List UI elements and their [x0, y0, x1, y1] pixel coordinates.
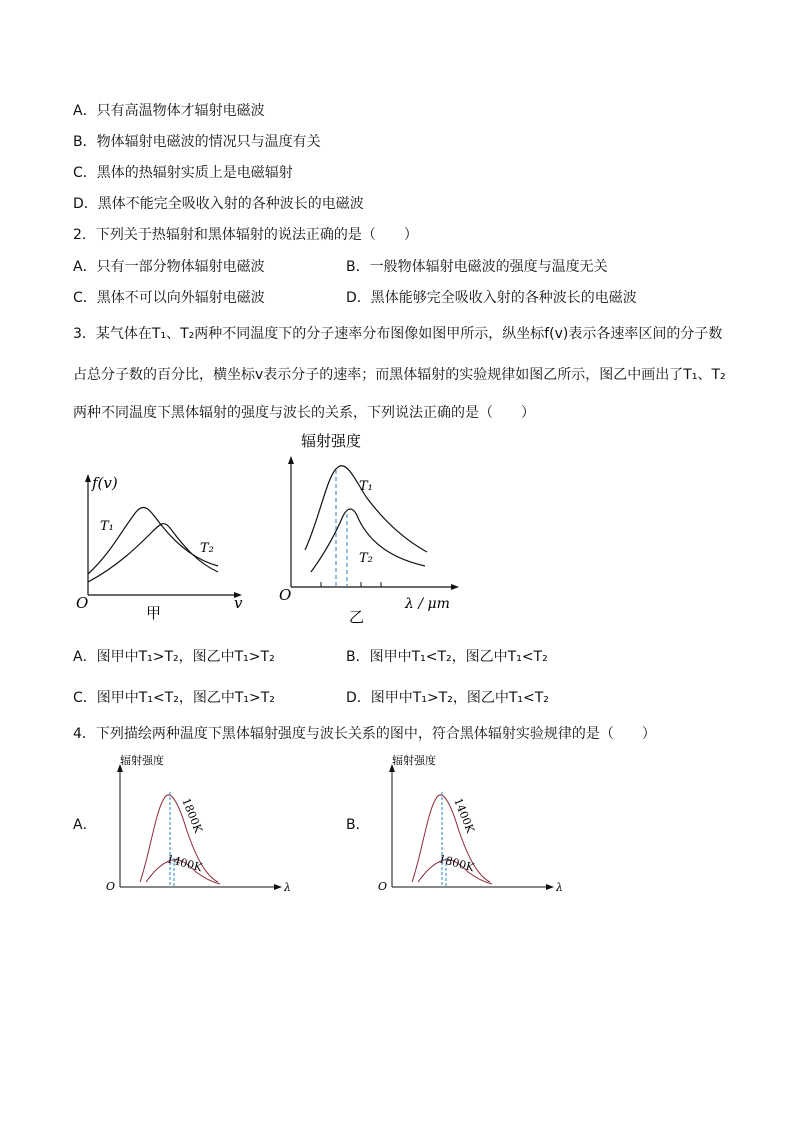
q1-option-d: D．黑体不能完全吸收入射的各种波长的电磁波	[73, 196, 364, 212]
q4-figure-b	[372, 750, 572, 895]
yi-y-label: 辐射强度	[301, 432, 362, 450]
q2-option-a: A．只有一部分物体辐射电磁波	[73, 259, 265, 275]
q4-stem: 4．下列描绘两种温度下黑体辐射强度与波长关系的图中，符合黑体辐射实验规律的是（ ）	[73, 726, 656, 742]
q3-stem-line-1: 3．某气体在T₁、T₂两种不同温度下的分子速率分布图像如图甲所示，纵坐标f(v)表示各速率区间的分子数	[73, 326, 723, 342]
q2-option-d: D．黑体能够完全吸收入射的各种波长的电磁波	[346, 290, 637, 306]
fig-b-1400k-label: 1400K	[451, 796, 477, 835]
figure-yi	[275, 432, 475, 626]
jia-x-label: v	[234, 594, 243, 612]
fig-b-x-label: λ	[556, 881, 563, 894]
q2-option-c: C．黑体不可以向外辐射电磁波	[73, 290, 265, 306]
jia-y-label: f(v)	[92, 474, 118, 492]
figure-jia	[70, 470, 250, 620]
jia-t2-label: T₂	[200, 541, 214, 556]
q4-figure-a	[100, 750, 300, 895]
fig-b-curve-1400k	[412, 795, 490, 882]
jia-t1-label: T₁	[100, 519, 114, 534]
fig-b-x-arrow	[546, 884, 554, 890]
yi-caption: 乙	[349, 608, 365, 626]
yi-x-label: λ / μm	[405, 596, 450, 612]
q4-option-a-label: A．	[73, 817, 97, 833]
fig-b-y-label: 辐射强度	[392, 754, 436, 767]
q3-stem-line-3: 两种不同温度下黑体辐射的强度与波长的关系，下列说法正确的是（ ）	[73, 405, 535, 421]
q3-option-b: B．图甲中T₁<T₂，图乙中T₁<T₂	[346, 649, 548, 665]
yi-t2-label: T₂	[359, 551, 373, 566]
q3-option-a: A．图甲中T₁>T₂，图乙中T₁>T₂	[73, 649, 275, 665]
q2-option-b: B．一般物体辐射电磁波的强度与温度无关	[346, 259, 608, 275]
yi-y-arrow	[288, 456, 294, 464]
q3-option-d: D．图甲中T₁>T₂，图乙中T₁<T₂	[346, 690, 549, 706]
q4-option-b-label: B．	[346, 817, 370, 833]
jia-origin: O	[76, 594, 89, 612]
yi-origin: O	[279, 586, 292, 604]
jia-y-arrow	[85, 474, 91, 482]
fig-a-x-arrow	[274, 884, 282, 890]
jia-caption: 甲	[146, 604, 162, 622]
fig-a-1400k-label: 1400K	[165, 852, 204, 875]
yi-t1-label: T₁	[359, 479, 373, 494]
jia-curve-t1	[88, 507, 218, 574]
fig-a-y-label: 辐射强度	[120, 754, 164, 767]
q1-option-a: A．只有高温物体才辐射电磁波	[73, 103, 265, 119]
q1-option-c: C．黑体的热辐射实质上是电磁辐射	[73, 165, 293, 181]
fig-a-curve-1800k	[140, 795, 218, 882]
fig-a-x-label: λ	[284, 881, 291, 894]
fig-a-origin: O	[106, 880, 116, 893]
fig-a-1800k-label: 1800K	[179, 796, 205, 835]
q3-stem-line-2: 占总分子数的百分比，横坐标v表示分子的速率；而黑体辐射的实验规律如图乙所示，图乙中画出了T₁、T₂	[73, 367, 726, 383]
fig-b-1800k-label: 1800K	[437, 852, 476, 875]
q3-option-c: C．图甲中T₁<T₂，图乙中T₁>T₂	[73, 690, 275, 706]
q1-option-b: B．物体辐射电磁波的情况只与温度有关	[73, 134, 321, 150]
fig-b-origin: O	[378, 880, 388, 893]
yi-x-arrow	[451, 584, 459, 590]
q2-stem: 2．下列关于热辐射和黑体辐射的说法正确的是（ ）	[73, 227, 418, 243]
